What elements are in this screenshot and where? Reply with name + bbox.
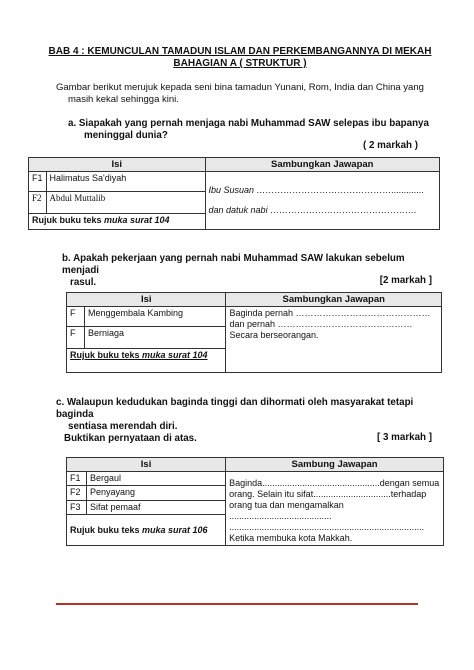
question-a-line-1: a. Siapakah yang pernah menjaga nabi Muhammad SAW selepas ibu bapanya [68,118,429,129]
table-a-f2-text: Abdul Muttalib [46,192,205,214]
table-a-f2-code: F2 [29,192,47,214]
question-a-marks: ( 2 markah ) [363,140,418,151]
table-c-header-isi: Isi [67,458,226,472]
table-c-header-jawapan: Sambung Jawapan [226,458,444,472]
table-a-answer-line-2: dan datuk nabi …………………………………………. [208,205,417,215]
table-b-header-jawapan: Sambungkan Jawapan [226,293,442,307]
question-a [68,118,438,142]
table-b-answer [226,307,442,373]
table-b-reference [67,349,226,373]
question-c-line-3: Buktikan pernyataan di atas. [64,433,197,444]
table-c-answer-line-3: orang tua dan mengamalkan ......................................... [229,500,344,521]
table-a-header-jawapan: Sambungkan Jawapan [205,158,439,172]
question-c-line-2: sentiasa merendah diri. [68,421,178,432]
table-b-ref-prefix: Rujuk buku teks [70,350,143,360]
intro-line-1: Gambar berikut merujuk kepada seni bina tamadun Yunani, Rom, India dan China yang [56,82,424,93]
table-c-f3-code: F3 [67,500,87,514]
page-title [40,46,440,70]
table-b [66,292,442,373]
table-b-f2-text: Berniaga [84,327,226,349]
table-c-answer [226,472,444,546]
table-b-answer-line-1: Baginda pernah ……………………………………… [229,308,431,318]
table-c [66,457,444,546]
table-c-f2-code: F2 [67,486,87,500]
table-c-f1-code: F1 [67,472,87,486]
table-c-ref-prefix: Rujuk buku teks [70,525,143,536]
question-b-marks: [2 markah ] [379,275,432,286]
table-b-f1-text: Menggembala Kambing [84,307,226,327]
question-b-line-1: b. Apakah pekerjaan yang pernah nabi Muhammad SAW lakukan sebelum menjadi [62,253,405,276]
table-b-header-isi: Isi [67,293,226,307]
table-c-f3-text: Sifat pemaaf [86,500,225,514]
table-a-ref-page: muka surat 104 [104,215,170,225]
table-c-reference [67,515,226,546]
table-c-f2-text: Penyayang [86,486,225,500]
table-c-answer-line-2: orang. Selain itu sifat...............................terhadap [229,489,427,499]
question-c-marks: [ 3 markah ] [377,432,432,443]
table-a-f1-code: F1 [29,172,47,192]
table-b-ref-page: muka surat 104 [142,350,208,360]
table-a-reference [29,214,206,230]
table-b-f2-code: F [67,327,85,349]
intro-line-2: masih kekal sehingga kini. [68,94,179,105]
table-a-answer-line-1: Ibu Susuan ………………………………………............. [208,185,425,195]
table-c-answer-line-1: Baginda...............................................dengan semua [229,478,440,488]
intro-text [56,82,436,106]
table-a [28,157,440,230]
question-a-line-2: meninggal dunia? [84,130,168,141]
table-c-answer-line-5: Ketika membuka kota Makkah. [229,533,353,543]
table-a-header-isi: Isi [29,158,206,172]
table-b-f1-code: F [67,307,85,327]
table-a-ref-prefix: Rujuk buku teks [32,215,105,225]
question-c-line-1: c. Walaupun kedudukan baginda tinggi dan dihormati oleh masyarakat tetapi baginda [56,397,414,420]
title-line-2: BAHAGIAN A ( STRUKTUR ) [173,58,307,69]
table-c-ref-page: muka surat 106 [142,525,208,536]
table-a-f1-text: Halimatus Sa'diyah [46,172,205,192]
table-b-answer-line-3: Secara berseorangan. [229,330,319,340]
title-line-1: BAB 4 : KEMUNCULAN TAMADUN ISLAM DAN PERKEMBANGANNYA DI MEKAH [48,46,432,57]
footer-rule [56,603,418,605]
table-c-answer-line-4: .............................................................................. [229,522,425,532]
table-a-answer [205,172,439,230]
table-c-f1-text: Bergaul [86,472,225,486]
question-b-line-2: rasul. [70,277,97,288]
table-b-answer-line-2: dan pernah ……………………………………… [229,319,413,329]
